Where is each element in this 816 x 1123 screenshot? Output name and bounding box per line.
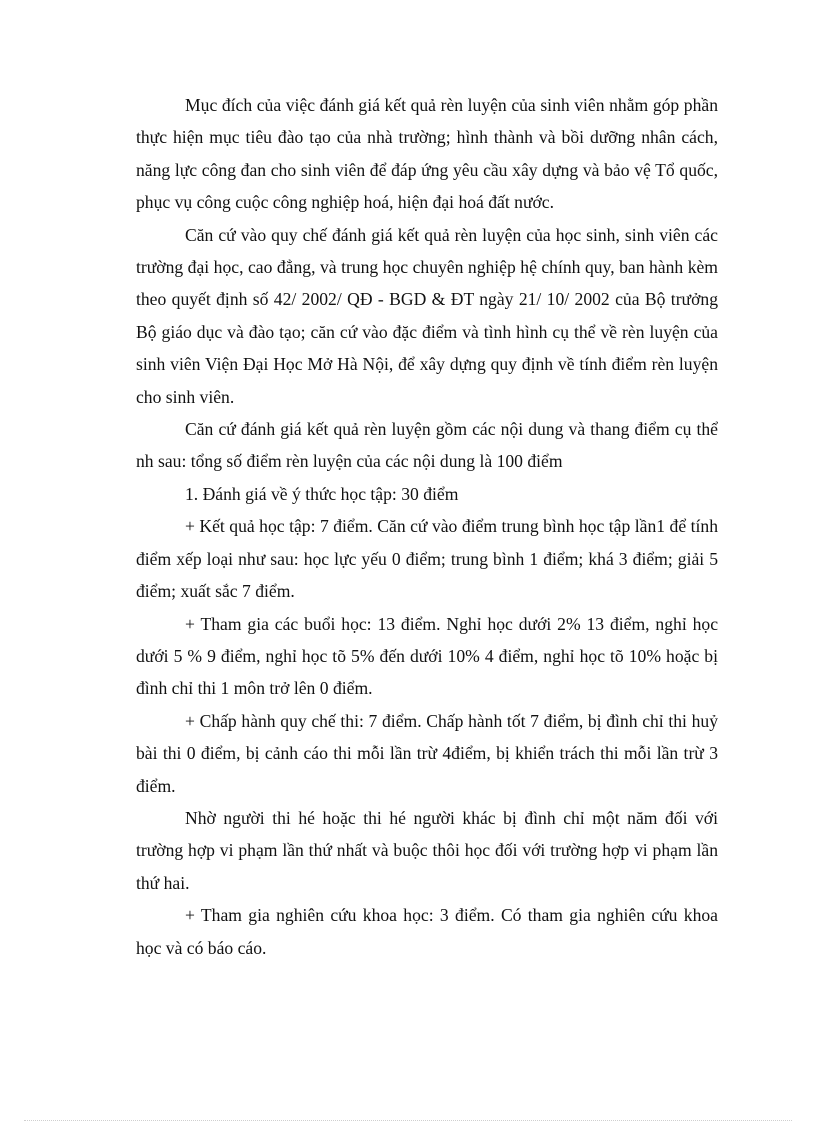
page-bottom-divider bbox=[24, 1120, 792, 1121]
paragraph-legal-basis: Căn cứ vào quy chế đánh giá kết quả rèn luyện của học sinh, sinh viên các trường đại học, cao đẳng, và trung học chuyên nghiệp hệ chính quy, ban hành kèm theo quyết định số 42/ 2002/ QĐ - BGD & ĐT ngày 21/ 10/ 2002 của Bộ trưởng Bộ giáo dục và đào tạo; căn cứ vào đặc điểm và tình hình cụ thể về rèn luyện của sinh viên Viện Đại Học Mở Hà Nội, để xây dựng quy định về tính điểm rèn luyện cho sinh viên. bbox=[136, 224, 718, 407]
paragraph-research: + Tham gia nghiên cứu khoa học: 3 điểm. Có tham gia nghiên cứu khoa học và có báo cáo. bbox=[136, 905, 718, 958]
document-body bbox=[136, 89, 718, 964]
paragraph-section-1-heading: 1. Đánh giá về ý thức học tập: 30 điểm bbox=[185, 483, 459, 504]
paragraph-study-results: + Kết quả học tập: 7 điểm. Căn cứ vào điểm trung bình học tập lần1 để tính điểm xếp loại như sau: học lực yếu 0 điểm; trung bình 1 điểm; khá 3 điểm; giải 5 điểm; xuất sắc 7 điểm. bbox=[136, 516, 718, 602]
paragraph-exam-regulations: + Chấp hành quy chế thi: 7 điểm. Chấp hành tốt 7 điểm, bị đình chỉ thi huỷ bài thi 0 điểm, bị cảnh cáo thi mỗi lần trừ 4điểm, bị khiển trách thi mỗi lần trừ 3 điểm. bbox=[136, 710, 718, 796]
paragraph-class-attendance: + Tham gia các buổi học: 13 điểm. Nghỉ học dưới 2% 13 điểm, nghỉ học dưới 5 % 9 điểm, nghỉ học tõ 5% đến dưới 10% 4 điểm, nghỉ học tõ 10% hoặc bị đình chỉ thi 1 môn trở lên 0 điểm. bbox=[136, 613, 718, 699]
paragraph-purpose: Mục đích của việc đánh giá kết quả rèn luyện của sinh viên nhằm góp phần thực hiện mục tiêu đào tạo của nhà trường; hình thành và bồi dưỡng nhân cách, năng lực công đan cho sinh viên để đáp ứng yêu cầu xây dựng và bảo vệ Tổ quốc, phục vụ công cuộc công nghiệp hoá, hiện đại hoá đất nước. bbox=[136, 95, 718, 213]
paragraph-scoring-scale: Căn cứ đánh giá kết quả rèn luyện gồm các nội dung và thang điểm cụ thể nh sau: tổng số điểm rèn luyện của các nội dung là 100 điểm bbox=[136, 419, 718, 472]
paragraph-exam-violations: Nhờ người thi hé hoặc thi hé người khác bị đình chỉ một năm đối với trường hợp vi phạm lần thứ nhất và buộc thôi học đối với trường hợp vi phạm lần thứ hai. bbox=[136, 807, 718, 893]
